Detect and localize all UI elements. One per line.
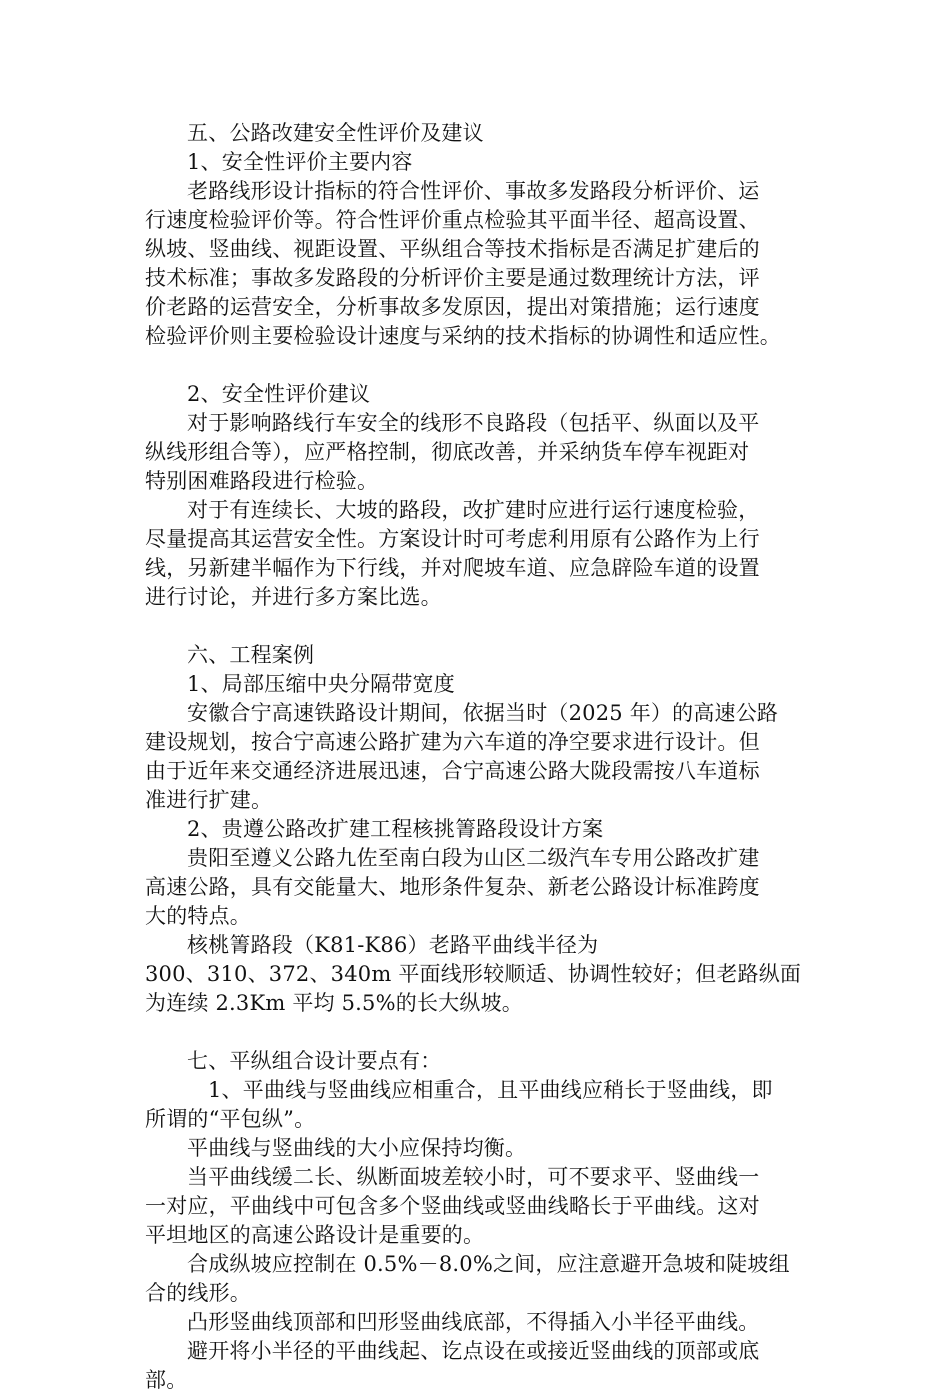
paragraph-line: 特别困难路段进行检验。 [145,469,379,493]
paragraph-line: 部。 [145,1368,188,1392]
paragraph-line: 行速度检验评价等。符合性评价重点检验其平面半径、超高设置、 [145,208,760,232]
paragraph-line: 平坦地区的高速公路设计是重要的。 [145,1223,485,1247]
paragraph-line: 300、310、372、340m 平面线形较顺适、协调性较好；但老路纵面 [145,962,802,986]
paragraph-line: 凸形竖曲线顶部和凹形竖曲线底部，不得插入小半径平曲线。 [187,1310,760,1334]
paragraph-line: 避开将小半径的平曲线起、讫点设在或接近竖曲线的顶部或底 [187,1339,760,1363]
blank-line [145,351,810,380]
paragraph-line: 检验评价则主要检验设计速度与采纳的技术指标的协调性和适应性。 [145,324,781,348]
subsection-heading: 2、贵遵公路改扩建工程核挑箐路段设计方案 [187,817,604,841]
paragraph-line: 安徽合宁高速铁路设计期间，依据当时（2025 年）的高速公路 [187,701,779,725]
paragraph-line: 平曲线与竖曲线的大小应保持均衡。 [187,1136,527,1160]
paragraph-line: 价老路的运营安全，分析事故多发原因，提出对策措施；运行速度 [145,295,760,319]
blank-line [145,612,810,641]
paragraph-line: 由于近年来交通经济进展迅速，合宁高速公路大陇段需按八车道标 [145,759,760,783]
paragraph-line: 高速公路，具有交能量大、地形条件复杂、新老公路设计标准跨度 [145,875,760,899]
subsection-heading: 2、安全性评价建议 [187,382,371,406]
paragraph-line: 一对应，平曲线中可包含多个竖曲线或竖曲线略长于平曲线。这对 [145,1194,760,1218]
subsection-heading: 1、局部压缩中央分隔带宽度 [187,672,455,696]
paragraph-line: 老路线形设计指标的符合性评价、事故多发路段分析评价、运 [187,179,760,203]
paragraph-line: 大的特点。 [145,904,251,928]
paragraph-line: 为连续 2.3Km 平均 5.5%的长大纵坡。 [145,991,523,1015]
paragraph-line: 准进行扩建。 [145,788,273,812]
section-heading-6: 六、工程案例 [187,643,315,667]
paragraph-line: 当平曲线缓二长、纵断面坡差较小时，可不要求平、竖曲线一 [187,1165,760,1189]
paragraph-line: 对于影响路线行车安全的线形不良路段（包括平、纵面以及平 [187,411,760,435]
paragraph-line: 技术标准；事故多发路段的分析评价主要是通过数理统计方法，评 [145,266,760,290]
paragraph-line: 纵坡、竖曲线、视距设置、平纵组合等技术指标是否满足扩建后的 [145,237,760,261]
paragraph-line: 尽量提高其运营安全性。方案设计时可考虑利用原有公路作为上行 [145,527,760,551]
paragraph-line: 所谓的“平包纵”。 [145,1107,316,1131]
document-body [145,119,810,1395]
paragraph-line: 1、平曲线与竖曲线应相重合，且平曲线应稍长于竖曲线，即 [208,1078,773,1102]
paragraph-line: 进行讨论，并进行多方案比选。 [145,585,442,609]
paragraph-line: 建设规划，按合宁高速公路扩建为六车道的净空要求进行设计。但 [145,730,760,754]
section-heading-7: 七、平纵组合设计要点有： [187,1049,442,1073]
paragraph-line: 贵阳至遵义公路九佐至南白段为山区二级汽车专用公路改扩建 [187,846,760,870]
paragraph-line: 纵线形组合等），应严格控制，彻底改善，并采纳货车停车视距对 [145,440,750,464]
paragraph-line: 对于有连续长、大坡的路段，改扩建时应进行运行速度检验， [187,498,760,522]
paragraph-line: 核桃箐路段（K81-K86）老路平曲线半径为 [187,933,599,957]
paragraph-line: 合的线形。 [145,1281,251,1305]
section-heading-5: 五、公路改建安全性评价及建议 [187,121,484,145]
paragraph-line: 合成纵坡应控制在 0.5%－8.0%之间，应注意避开急坡和陡坡组 [187,1252,790,1276]
subsection-heading: 1、安全性评价主要内容 [187,150,413,174]
paragraph-line: 线，另新建半幅作为下行线，并对爬坡车道、应急辟险车道的设置 [145,556,760,580]
blank-line [145,1018,810,1047]
